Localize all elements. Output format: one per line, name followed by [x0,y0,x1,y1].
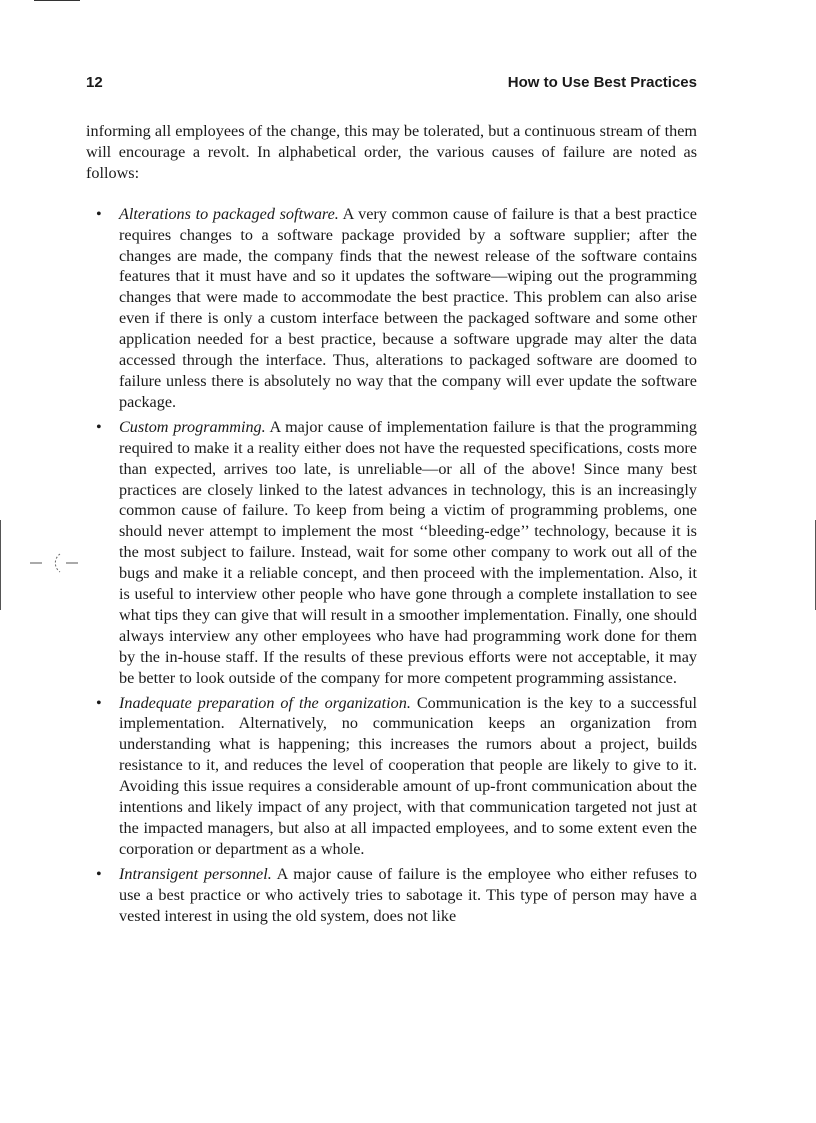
cause-text: A very common cause of failure is that a best practice requires changes to a software package provided by a software supplier; after the changes are made, the company finds that the newest release of the software contains features that it must have and so it updates the software—wiping out the programming changes that were made to accommodate the best practice. This problem can also arise even if there is only a custom interface between the packaged software and some other application needed for a best practice, because a software upgrade may alter the data accessed through the interface. Thus, alterations to packaged software are doomed to failure unless there is absolutely no way that the company will ever update the software package. [119,204,697,411]
cause-text: A major cause of implementation failure is that the programming required to make it a reality either does not have the requested specifications, costs more than expected, arrives too late, is unreliable—or all of the above! Since many best practices are closely linked to the latest advances in technology, this is an increasingly common cause of failure. To keep from being a victim of programming problems, one should never attempt to implement the most ‘‘bleeding-edge’’ technology, because it is the most subject to failure. Instead, wait for some other company to work out all of the bugs and make it a reliable concept, and then proceed with the implementation. Also, it is useful to interview other people who have gone through a complete installation to see what tips they can give that will result in a smoother implementation. Finally, one should always interview any other employees who have had programming work done for them by the in-house staff. If the results of these previous efforts were not acceptable, it may be better to look outside of the company for more competent programming assistance. [119,417,697,687]
bullet-icon: • [96,417,102,436]
registration-mark-icon [30,548,80,578]
body-text [86,121,697,931]
top-rule [34,0,80,1]
cause-text: A major cause of failure is the employee who either refuses to use a best practice or who actively tries to sabotage it. This type of person may have a vested interest in using the old system, does not like [119,864,697,925]
cause-term: Intransigent personnel. [119,864,272,883]
bullet-icon: • [96,693,102,712]
page-number: 12 [86,74,103,91]
list-item [86,864,697,927]
page-header [86,74,697,96]
cause-text: Communication is the key to a successful implementation. Alternatively, no communication keeps an organization from understanding what is happening; this increases the rumors about a project, builds resistance to it, and reduces the level of cooperation that people are likely to give to it. Avoiding this issue requires a considerable amount of up-front communication about the intentions and likely impact of any project, with that communication targeted not just at the impacted managers, but also at all impacted employees, and to some extent even the corporation or department as a whole. [119,693,697,858]
bullet-icon: • [96,204,102,223]
cause-term: Custom programming. [119,417,266,436]
left-edge-mark [0,520,1,610]
list-item [86,693,697,860]
bullet-icon: • [96,864,102,883]
intro-paragraph: informing all employees of the change, this may be tolerated, but a continuous stream of them will encourage a revolt. In alphabetical order, the various causes of failure are noted as follows: [86,122,697,182]
running-title: How to Use Best Practices [507,74,697,91]
cause-term: Alterations to packaged software. [119,204,339,223]
list-item [86,417,697,689]
causes-list [86,204,697,927]
list-item [86,204,697,413]
cause-term: Inadequate preparation of the organization. [119,693,411,712]
